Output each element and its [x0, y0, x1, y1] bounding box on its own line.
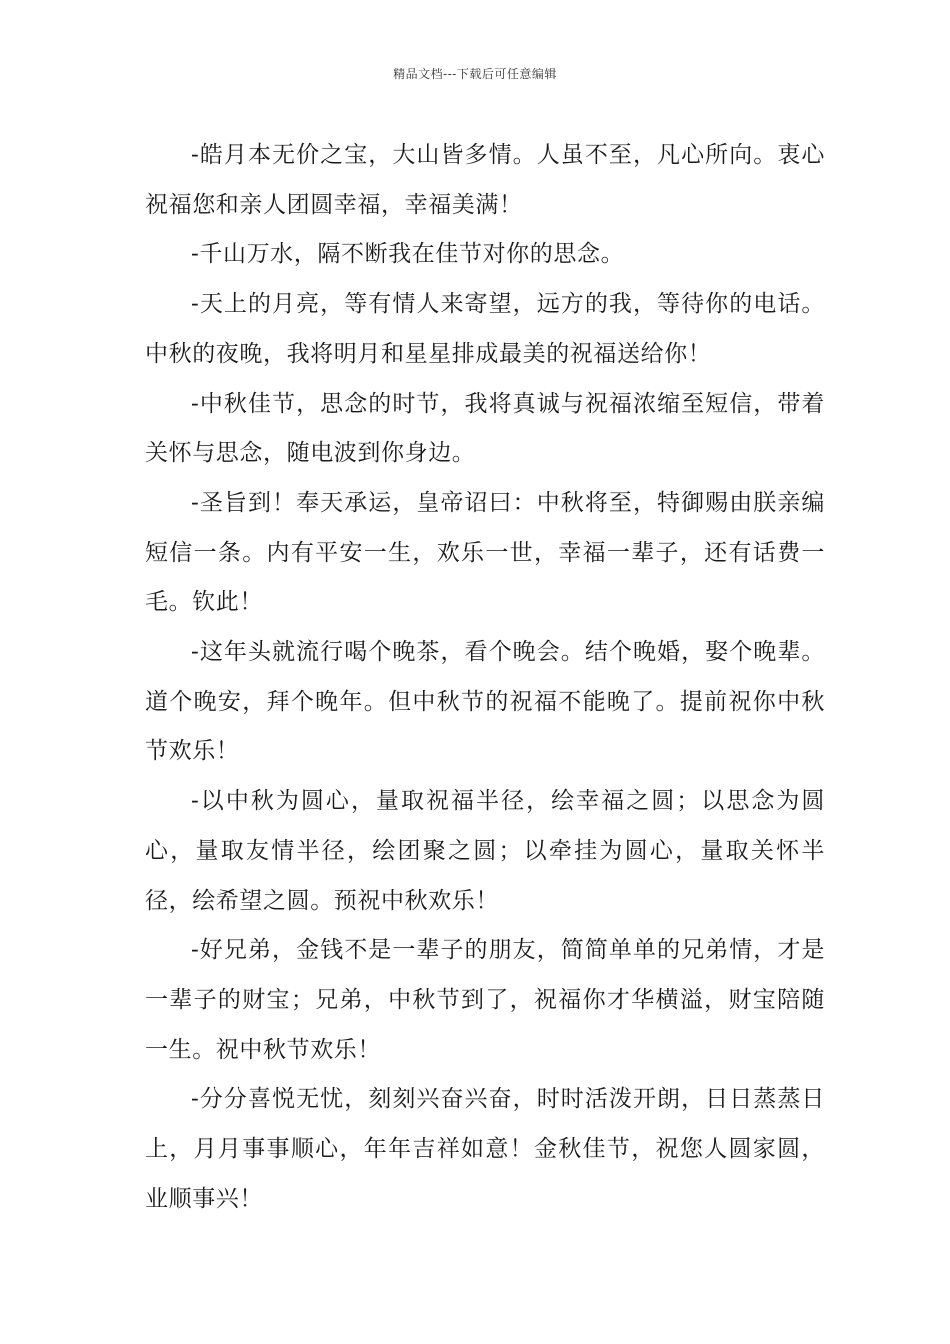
greeting-paragraph-2: -千山万水，隔不断我在佳节对你的思念。	[191, 241, 625, 268]
greeting-paragraph-4: -中秋佳节，思念的时节，我将真诚与祝福浓缩至短信，带着关怀与思念，随电波到你身边。	[145, 390, 825, 467]
greeting-paragraph-8: -好兄弟，金钱不是一辈子的朋友，简简单单的兄弟情，才是一辈子的财宝；兄弟，中秋节到了，祝福你才华横溢，财宝陪随一生。祝中秋节欢乐！	[145, 937, 825, 1063]
greeting-paragraph-5: -圣旨到！奉天承运，皇帝诏曰：中秋将至，特御赐由朕亲编短信一条。内有平安一生，欢乐一世，幸福一辈子，还有话费一毛。钦此！	[145, 489, 825, 616]
page-header: 精品文档---下载后可任意编辑	[393, 67, 557, 81]
greeting-paragraph-9: -分分喜悦无忧，刻刻兴奋兴奋，时时活泼开朗，日日蒸蒸日上，月月事事顺心，年年吉祥如意！金秋佳节，祝您人圆家圆，业顺事兴！	[145, 1086, 825, 1212]
greeting-paragraph-3: -天上的月亮，等有情人来寄望，远方的我，等待你的电话。中秋的夜晚，我将明月和星星排成最美的祝福送给你！	[145, 291, 825, 367]
greeting-paragraph-6: -这年头就流行喝个晚茶，看个晚会。结个晚婚，娶个晚辈。道个晚安，拜个晚年。但中秋节的祝福不能晚了。提前祝你中秋节欢乐！	[145, 639, 825, 765]
greeting-paragraph-1: -皓月本无价之宝，大山皆多情。人虽不至，凡心所向。衷心祝福您和亲人团圆幸福，幸福美满！	[145, 142, 825, 218]
greeting-paragraph-7: -以中秋为圆心，量取祝福半径，绘幸福之圆；以思念为圆心，量取友情半径，绘团聚之圆；以牵挂为圆心，量取关怀半径，绘希望之圆。预祝中秋欢乐！	[145, 788, 825, 914]
document-body	[145, 131, 825, 1224]
